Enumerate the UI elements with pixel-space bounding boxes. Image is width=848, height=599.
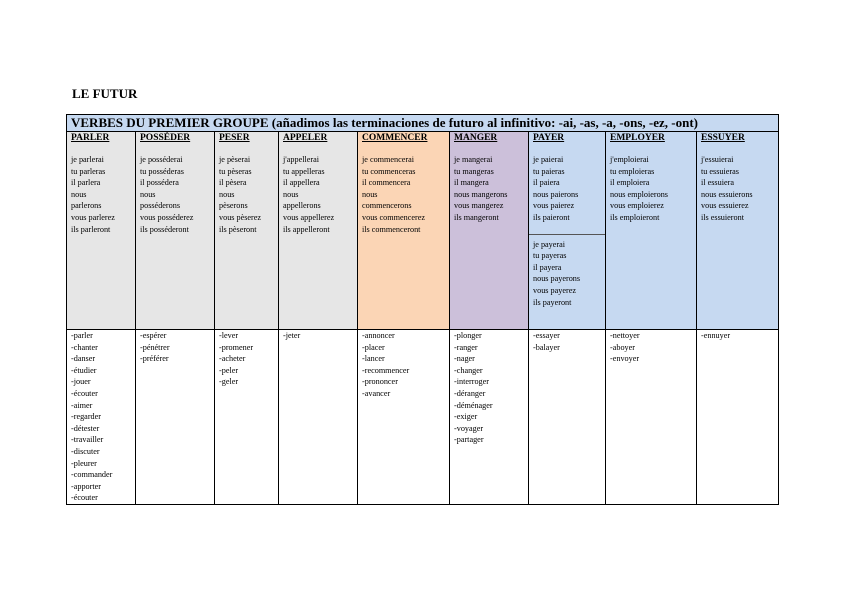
- conjugation-line: nous: [219, 189, 235, 199]
- verb-name: PESER: [219, 133, 250, 143]
- conjugation-line: tu emploieras: [610, 166, 655, 176]
- list-item: -envoyer: [610, 354, 640, 364]
- conjugation-line: vous posséderez: [140, 212, 194, 222]
- conjugation-line: il commencera: [362, 178, 411, 188]
- conjugation-cell: [697, 132, 779, 330]
- list-item: -essayer: [533, 331, 560, 340]
- conjugation-line: il possédera: [140, 178, 179, 188]
- list-item: -chanter: [71, 342, 98, 352]
- conjugation: [610, 154, 692, 224]
- list-item: -déranger: [454, 388, 486, 398]
- list-item: -aboyer: [610, 342, 636, 352]
- conjugation-line: ils payeront: [533, 297, 572, 307]
- conjugation-line: appellerons: [283, 201, 321, 211]
- list-item: -exiger: [454, 412, 478, 422]
- verb-list: [362, 330, 445, 400]
- conjugation-cell: [67, 132, 136, 330]
- list-item: -promener: [219, 342, 254, 352]
- conjugation-line: tu payeras: [533, 251, 567, 261]
- conjugation-line: je posséderai: [140, 155, 183, 164]
- conjugation-line: nous: [283, 189, 299, 199]
- verb-list: [219, 330, 274, 388]
- conjugation-line: nous: [362, 189, 378, 199]
- conjugation-line: ils mangeront: [454, 212, 499, 222]
- verb-list-cell: [450, 330, 529, 505]
- list-item: -préférer: [140, 354, 169, 364]
- conjugation-line: je paierai: [533, 155, 564, 164]
- page-title: LE FUTUR: [72, 86, 138, 101]
- conjugation-line: je mangerai: [454, 155, 493, 164]
- conjugation-line: nous essuierons: [701, 189, 753, 199]
- list-item: -discuter: [71, 446, 100, 456]
- list-item: -aimer: [71, 400, 93, 410]
- verb-list: [140, 330, 210, 365]
- verb-list: [71, 330, 131, 504]
- verb-name: APPELER: [283, 133, 328, 143]
- conjugation: [454, 154, 524, 224]
- conjugation-cell: [279, 132, 358, 330]
- conjugation-line: vous payerez: [533, 285, 576, 295]
- table-header: VERBES DU PREMIER GROUPE (añadimos las terminaciones de futuro al infinitivo: -ai, -as, -a, -ons, -ez, -ont): [67, 115, 779, 132]
- conjugation-line: je payerai: [533, 239, 566, 249]
- list-item: -changer: [454, 365, 483, 375]
- conjugation-line: je commencerai: [362, 155, 415, 164]
- list-item: -parler: [71, 331, 93, 340]
- conjugation-cell: [358, 132, 450, 330]
- conjugation-line: nous paierons: [533, 189, 579, 199]
- conjugation-line: il mangera: [454, 178, 489, 188]
- conjugation-line: vous essuierez: [701, 201, 749, 211]
- verb-list: [454, 330, 524, 446]
- verb-list: [533, 330, 601, 353]
- conjugation-line: je pèserai: [219, 155, 251, 164]
- conjugation-line: il paiera: [533, 178, 560, 188]
- verb-name: PARLER: [71, 133, 110, 143]
- verb-list-cell: [697, 330, 779, 505]
- list-item: -écouter: [71, 493, 98, 503]
- conjugation-line: pèserons: [219, 201, 248, 211]
- list-item: -avancer: [362, 388, 391, 398]
- conjugation-line: j'appellerai: [283, 155, 320, 164]
- list-item: -nager: [454, 354, 475, 364]
- list-item: -étudier: [71, 365, 97, 375]
- list-item: -balayer: [533, 342, 560, 352]
- list-item: -danser: [71, 354, 96, 364]
- list-item: -recommencer: [362, 365, 410, 375]
- verb-list-cell: [215, 330, 279, 505]
- list-item: -jeter: [283, 331, 301, 340]
- conjugation-line: ils appelleront: [283, 224, 330, 234]
- conjugation: [283, 154, 353, 235]
- conjugation-cell: [450, 132, 529, 330]
- conjugation: [701, 154, 774, 224]
- conjugation-cell: [606, 132, 697, 330]
- list-item: -plonger: [454, 331, 482, 340]
- list-item: -prononcer: [362, 377, 398, 387]
- conjugation: [71, 154, 131, 235]
- conjugation-line: vous pèserez: [219, 212, 262, 222]
- list-item: -voyager: [454, 423, 484, 433]
- conjugation-line: ils commenceront: [362, 224, 421, 234]
- conjugation-line: j'emploierai: [610, 155, 649, 164]
- conjugation-line: vous mangerez: [454, 201, 504, 211]
- list-item: -commander: [71, 470, 113, 480]
- conjugation-line: nous payerons: [533, 274, 581, 284]
- list-item: -regarder: [71, 412, 101, 422]
- verb-list: [701, 330, 774, 342]
- list-item: -jouer: [71, 377, 91, 387]
- conjugation: [219, 154, 274, 235]
- list-item: -acheter: [219, 354, 246, 364]
- conjugation-row: [67, 132, 779, 330]
- conjugation-line: ils parleront: [71, 224, 111, 234]
- conjugation: [533, 154, 601, 224]
- conjugation-line: il payera: [533, 262, 562, 272]
- list-item: -travailler: [71, 435, 104, 445]
- list-item: -ranger: [454, 342, 478, 352]
- list-item: -déménager: [454, 400, 493, 410]
- conjugation-line: il emploiera: [610, 178, 650, 188]
- list-item: -interroger: [454, 377, 490, 387]
- list-item: -pleurer: [71, 458, 97, 468]
- conjugation-line: commencerons: [362, 201, 412, 211]
- list-item: -annoncer: [362, 331, 395, 340]
- conjugation-line: je parlerai: [71, 155, 104, 164]
- conjugation-line: vous emploierez: [610, 201, 664, 211]
- conjugation-line: nous: [140, 189, 156, 199]
- conjugation: [140, 154, 210, 235]
- header-row: [67, 115, 779, 132]
- conjugation-line: il pèsera: [219, 178, 247, 188]
- verb-name: MANGER: [454, 133, 498, 143]
- verb-name: ESSUYER: [701, 133, 745, 143]
- conjugation-line: vous commencerez: [362, 212, 425, 222]
- conjugation-line: vous appellerez: [283, 212, 335, 222]
- verb-name: EMPLOYER: [610, 133, 665, 143]
- conjugation-line: tu essuieras: [701, 166, 739, 176]
- conjugation-cell: [136, 132, 215, 330]
- conjugation-line: tu commenceras: [362, 166, 416, 176]
- conjugation-line: nous mangerons: [454, 189, 508, 199]
- verb-list-cell: [279, 330, 358, 505]
- conjugation-line: parlerons: [71, 201, 102, 211]
- conjugation-line: tu mangeras: [454, 166, 494, 176]
- conjugation-line: j'essuierai: [701, 155, 734, 164]
- verb-list-cell: [606, 330, 697, 505]
- verb-list-cell: [529, 330, 606, 505]
- conjugation-cell: [215, 132, 279, 330]
- verb-list: [610, 330, 692, 365]
- conjugation-line: il parlera: [71, 178, 101, 188]
- verb-name: COMMENCER: [362, 133, 428, 143]
- conjugation-line: tu posséderas: [140, 166, 184, 176]
- verb-list-row: [67, 330, 779, 505]
- conjugation: [362, 154, 445, 235]
- list-item: -détester: [71, 423, 100, 433]
- conjugation-line: tu paieras: [533, 166, 565, 176]
- verb-name: POSSÉDER: [140, 133, 191, 143]
- list-item: -espérer: [140, 331, 167, 340]
- verb-list: [283, 330, 353, 342]
- conjugation-line: vous parlerez: [71, 212, 115, 222]
- list-item: -nettoyer: [610, 331, 640, 340]
- conjugation-line: il essuiera: [701, 178, 734, 188]
- conjugation-line: ils posséderont: [140, 224, 189, 234]
- list-item: -pénétrer: [140, 342, 170, 352]
- conjugation-line: tu pèseras: [219, 166, 252, 176]
- list-item: -lancer: [362, 354, 385, 364]
- conjugation-line: nous: [71, 189, 87, 199]
- verb-list-cell: [358, 330, 450, 505]
- verb-name: PAYER: [533, 133, 565, 143]
- list-item: -apporter: [71, 481, 102, 491]
- separator: [529, 234, 605, 235]
- verb-table: [66, 114, 779, 505]
- conjugation-line: vous paierez: [533, 201, 575, 211]
- conjugation-line: ils paieront: [533, 212, 570, 222]
- conjugation-line: tu appelleras: [283, 166, 325, 176]
- conjugation-line: il appellera: [283, 178, 320, 188]
- conjugation-line: ils essuieront: [701, 212, 744, 222]
- conjugation-line: posséderons: [140, 201, 181, 211]
- conjugation-line: nous emploierons: [610, 189, 668, 199]
- conjugation-line: tu parleras: [71, 166, 106, 176]
- list-item: -geler: [219, 377, 239, 387]
- conjugation-alt: [533, 239, 601, 309]
- list-item: -peler: [219, 365, 239, 375]
- list-item: -écouter: [71, 388, 98, 398]
- conjugation-line: ils emploieront: [610, 212, 660, 222]
- list-item: -partager: [454, 435, 484, 445]
- list-item: -placer: [362, 342, 385, 352]
- list-item: -lever: [219, 331, 239, 340]
- conjugation-line: ils pèseront: [219, 224, 257, 234]
- verb-list-cell: [136, 330, 215, 505]
- list-item: -ennuyer: [701, 331, 731, 340]
- conjugation-cell: [529, 132, 606, 330]
- verb-list-cell: [67, 330, 136, 505]
